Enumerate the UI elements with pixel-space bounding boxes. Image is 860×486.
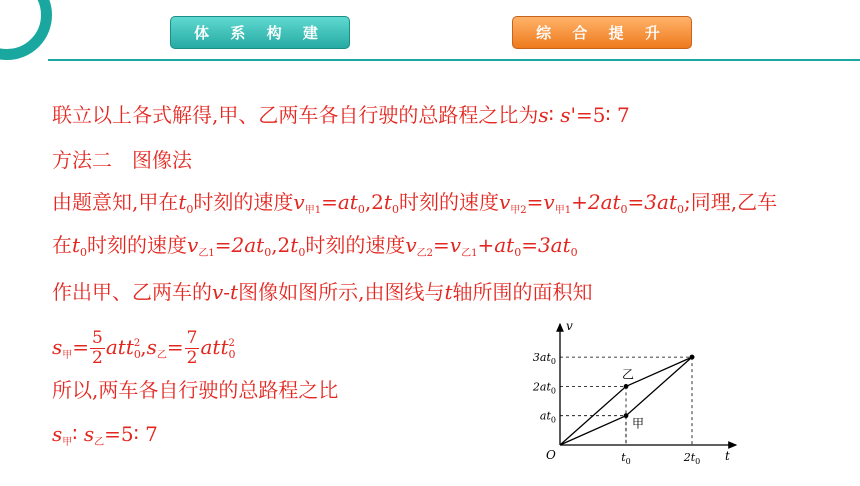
origin-label: O — [546, 448, 556, 462]
fraction-five-halves: $\frac{5}{2}$ — [92, 328, 103, 368]
x-axis-label: t — [725, 449, 730, 463]
text-line-distance-formulas: $s_甲=$ $\frac{5}{2}$ $att_0^2,s_乙=$ $\frac{7}{2}$ att$_0^2$ — [52, 328, 236, 368]
data-point — [690, 355, 695, 360]
text-line-final-ratio: $s_甲∶$ $s_乙=5∶$ 7 — [52, 422, 158, 448]
y-tick-label: $at_0$ — [539, 409, 556, 425]
corner-decoration-ring — [0, 0, 52, 60]
tab-comprehensive-improvement[interactable]: 综 合 提 升 — [512, 16, 692, 49]
tab-system-construction[interactable]: 体 系 构 建 — [170, 16, 350, 49]
y-tick-label: $2at_0$ — [532, 380, 556, 396]
text-line-car-yi-speeds: 在$t_0$时刻的速度$v_{乙1}=2at_0,2t_0$时刻的速度$v_{乙2}=v_{乙1}+at_0=3at_0$ — [52, 233, 578, 259]
series-label-yi: 乙 — [622, 367, 635, 382]
text-line-method-two: 方法二 图像法 — [52, 148, 192, 172]
vt-graph — [508, 316, 748, 466]
chart-marks — [532, 351, 700, 466]
data-point — [624, 413, 629, 418]
x-tick-label: $2t_0$ — [683, 451, 701, 466]
text-line-therefore: 所以,两车各自行驶的总路程之比 — [52, 378, 339, 402]
y-axis-label: v — [566, 319, 573, 333]
fraction-seven-halves: $\frac{7}{2}$ — [186, 328, 198, 368]
data-point — [624, 384, 629, 389]
text-line-car-jia-speeds: 由题意知,甲在$t_0$时刻的速度$v_{甲1}=at_0,2t_0$时刻的速度$v_{甲2}=v_{甲1}+2at_0=3at_0$;同理,乙车 — [52, 190, 778, 216]
header-divider — [48, 59, 860, 61]
series-label-jia: 甲 — [632, 416, 645, 431]
x-tick-label: $t_0$ — [621, 451, 631, 466]
y-tick-label: $3at_0$ — [532, 351, 556, 367]
text-line-graph-intro: 作出甲、乙两车的v-t图像如图所示,由图线与t轴所围的面积知 — [52, 280, 593, 304]
text-line-ratio-result: 联立以上各式解得,甲、乙两车各自行驶的总路程之比为s∶ s'=5∶ 7 — [52, 103, 630, 127]
